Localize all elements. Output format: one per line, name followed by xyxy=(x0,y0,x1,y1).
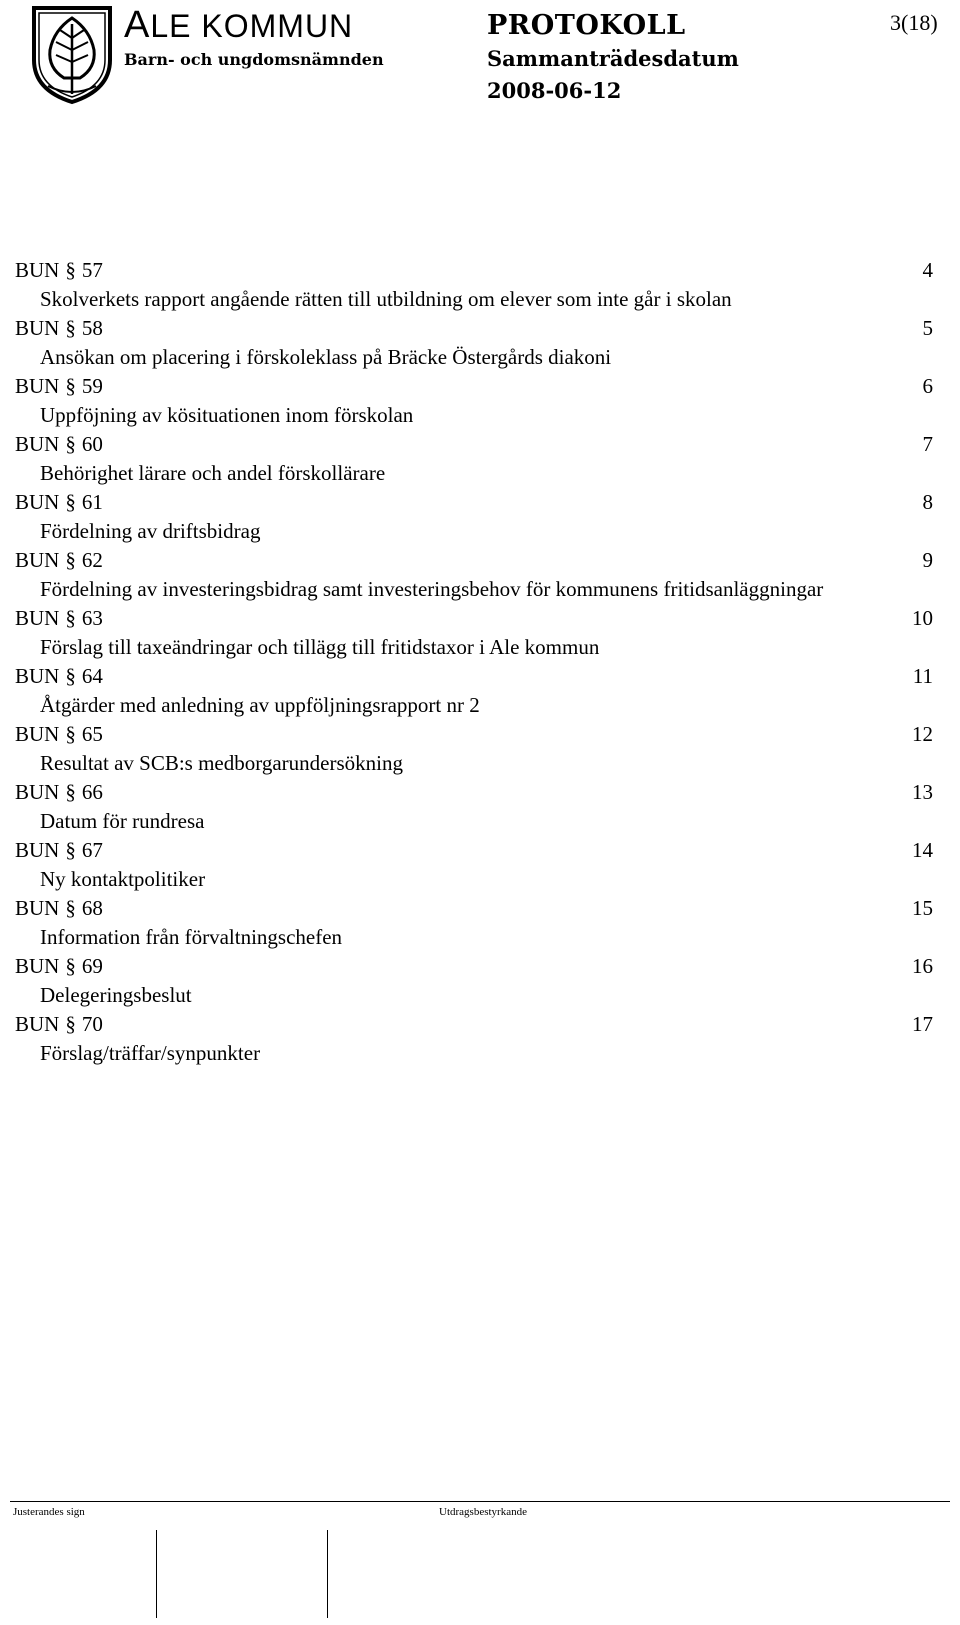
committee-code: BUN xyxy=(15,780,60,804)
toc-page-number: 17 xyxy=(912,1012,933,1036)
section-number: 66 xyxy=(81,780,103,804)
toc-entry xyxy=(15,952,935,1010)
committee-code: BUN xyxy=(15,432,60,456)
section-sign: § xyxy=(65,548,76,572)
toc-entry-heading xyxy=(15,836,935,865)
municipal-crest-icon xyxy=(28,2,116,106)
toc-entry xyxy=(15,662,935,720)
toc-entry-description: Fördelning av driftsbidrag xyxy=(40,519,261,543)
toc-entry-heading xyxy=(15,430,935,459)
section-number: 59 xyxy=(81,374,103,398)
toc-entry xyxy=(15,836,935,894)
section-reference xyxy=(15,1010,103,1039)
toc-entry xyxy=(15,314,935,372)
toc-page-number: 16 xyxy=(912,954,933,978)
section-number: 67 xyxy=(81,838,103,862)
toc-entry-description: Information från förvaltningschefen xyxy=(40,925,343,949)
toc-entry-description: Skolverkets rapport angående rätten till utbildning om elever som inte går i skolan xyxy=(40,287,732,311)
toc-entry-description: Förslag/träffar/synpunkter xyxy=(40,1041,261,1065)
section-number: 70 xyxy=(81,1012,103,1036)
section-reference xyxy=(15,894,103,923)
section-reference xyxy=(15,256,103,285)
organization-name xyxy=(124,4,353,47)
org-name-initial: A xyxy=(124,4,151,46)
section-sign: § xyxy=(65,606,76,630)
committee-code: BUN xyxy=(15,1012,60,1036)
section-number: 58 xyxy=(81,316,103,340)
toc-entry-heading xyxy=(15,488,935,517)
committee-code: BUN xyxy=(15,490,60,514)
toc-page-number: 9 xyxy=(922,548,933,572)
table-of-contents xyxy=(15,256,935,1068)
section-reference xyxy=(15,372,103,401)
toc-page-number: 7 xyxy=(922,432,933,456)
meeting-date-label: Sammanträdesdatum xyxy=(487,46,739,71)
toc-entry xyxy=(15,488,935,546)
committee-code: BUN xyxy=(15,316,60,340)
committee-code: BUN xyxy=(15,258,60,282)
toc-entry xyxy=(15,778,935,836)
section-sign: § xyxy=(65,258,76,282)
toc-entry-heading xyxy=(15,604,935,633)
committee-code: BUN xyxy=(15,722,60,746)
section-reference xyxy=(15,604,103,633)
toc-entry xyxy=(15,1010,935,1068)
toc-entry-description: Fördelning av investeringsbidrag samt investeringsbehov för kommunens fritidsanläggningar xyxy=(40,577,824,601)
section-sign: § xyxy=(65,1012,76,1036)
toc-entry xyxy=(15,546,935,604)
section-reference xyxy=(15,952,103,981)
toc-entry xyxy=(15,372,935,430)
toc-entry-description: Ny kontaktpolitiker xyxy=(40,867,206,891)
toc-entry-description: Behörighet lärare och andel förskollärare xyxy=(40,461,386,485)
toc-entry xyxy=(15,720,935,778)
committee-code: BUN xyxy=(15,548,60,572)
section-reference xyxy=(15,546,103,575)
signature-box-divider xyxy=(156,1530,157,1618)
org-name-rest: LE KOMMUN xyxy=(150,8,354,44)
section-number: 61 xyxy=(81,490,103,514)
toc-page-number: 12 xyxy=(912,722,933,746)
toc-entry-description: Åtgärder med anledning av uppföljningsrapport nr 2 xyxy=(40,693,480,717)
toc-page-number: 10 xyxy=(912,606,933,630)
committee-code: BUN xyxy=(15,606,60,630)
page-number: 3(18) xyxy=(890,10,938,35)
section-number: 69 xyxy=(81,954,103,978)
toc-page-number: 4 xyxy=(922,258,933,282)
document-title: PROTOKOLL xyxy=(487,10,686,41)
section-sign: § xyxy=(65,722,76,746)
committee-name: Barn- och ungdomsnämnden xyxy=(124,50,384,69)
section-reference xyxy=(15,314,103,343)
section-reference xyxy=(15,720,103,749)
toc-entry xyxy=(15,430,935,488)
section-number: 64 xyxy=(81,664,103,688)
toc-page-number: 6 xyxy=(922,374,933,398)
toc-entry-description: Förslag till taxeändringar och tillägg till fritidstaxor i Ale kommun xyxy=(40,635,600,659)
toc-entry-description: Ansökan om placering i förskoleklass på Bräcke Östergårds diakoni xyxy=(40,345,612,369)
toc-entry-description: Resultat av SCB:s medborgarundersökning xyxy=(40,751,403,775)
section-sign: § xyxy=(65,432,76,456)
committee-code: BUN xyxy=(15,954,60,978)
toc-entry-heading xyxy=(15,952,935,981)
section-sign: § xyxy=(65,316,76,340)
section-number: 68 xyxy=(81,896,103,920)
toc-entry-description: Datum för rundresa xyxy=(40,809,205,833)
section-sign: § xyxy=(65,954,76,978)
section-number: 57 xyxy=(81,258,103,282)
signature-box-divider xyxy=(327,1530,328,1618)
committee-code: BUN xyxy=(15,374,60,398)
section-sign: § xyxy=(65,490,76,514)
section-reference xyxy=(15,430,103,459)
toc-entry xyxy=(15,894,935,952)
section-reference xyxy=(15,778,103,807)
section-number: 63 xyxy=(81,606,103,630)
toc-page-number: 11 xyxy=(912,664,933,688)
toc-page-number: 8 xyxy=(922,490,933,514)
toc-entry-heading xyxy=(15,720,935,749)
committee-code: BUN xyxy=(15,896,60,920)
section-sign: § xyxy=(65,838,76,862)
toc-entry xyxy=(15,256,935,314)
toc-page-number: 15 xyxy=(912,896,933,920)
toc-entry-heading xyxy=(15,778,935,807)
toc-page-number: 13 xyxy=(912,780,933,804)
toc-entry-heading xyxy=(15,314,935,343)
toc-entry-heading xyxy=(15,894,935,923)
extract-certification-label: Utdragsbestyrkande xyxy=(439,1506,527,1518)
committee-code: BUN xyxy=(15,838,60,862)
toc-entry-description: Uppföjning av kösituationen inom förskolan xyxy=(40,403,414,427)
section-sign: § xyxy=(65,780,76,804)
meeting-date-value: 2008-06-12 xyxy=(487,78,622,103)
committee-code: BUN xyxy=(15,664,60,688)
toc-entry-heading xyxy=(15,662,935,691)
section-number: 65 xyxy=(81,722,103,746)
section-reference xyxy=(15,836,103,865)
toc-page-number: 5 xyxy=(922,316,933,340)
page-header xyxy=(0,0,960,110)
toc-entry-heading xyxy=(15,256,935,285)
toc-entry-heading xyxy=(15,372,935,401)
section-reference xyxy=(15,662,103,691)
section-number: 62 xyxy=(81,548,103,572)
section-sign: § xyxy=(65,374,76,398)
toc-entry xyxy=(15,604,935,662)
toc-entry-heading xyxy=(15,546,935,575)
section-sign: § xyxy=(65,664,76,688)
toc-page-number: 14 xyxy=(912,838,933,862)
adjuster-signature-label: Justerandes sign xyxy=(13,1506,85,1518)
section-sign: § xyxy=(65,896,76,920)
toc-entry-heading xyxy=(15,1010,935,1039)
footer-divider xyxy=(10,1501,950,1502)
section-reference xyxy=(15,488,103,517)
section-number: 60 xyxy=(81,432,103,456)
toc-entry-description: Delegeringsbeslut xyxy=(40,983,192,1007)
